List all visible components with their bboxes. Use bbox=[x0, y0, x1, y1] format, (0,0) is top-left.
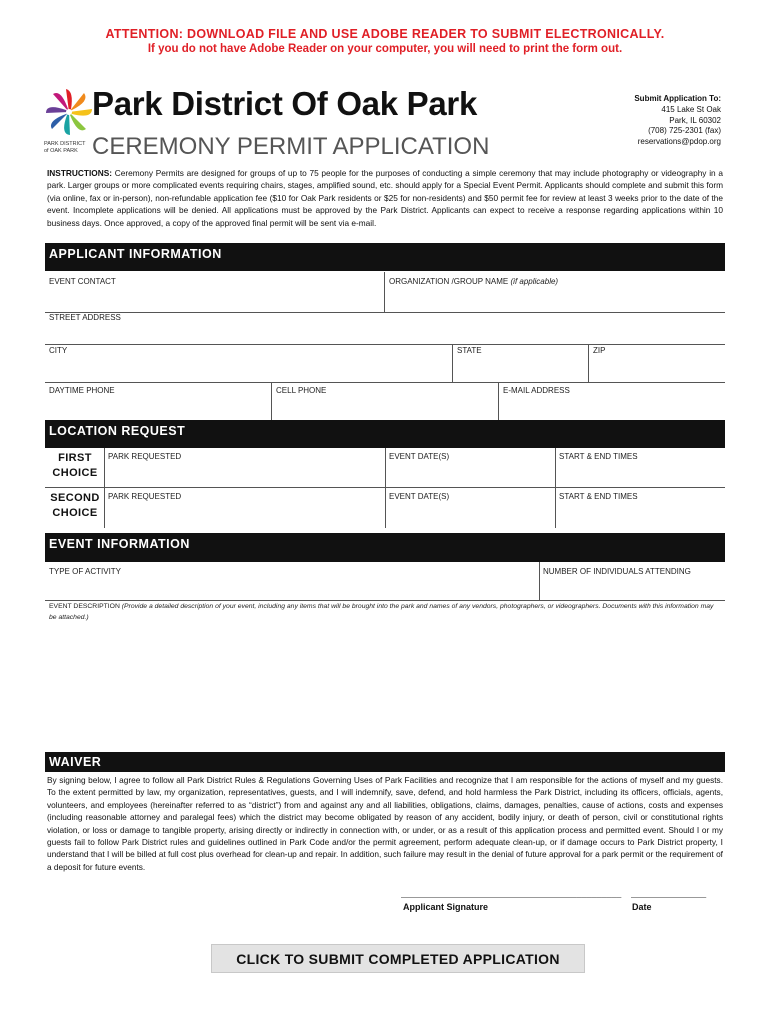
type-of-activity-label: TYPE OF ACTIVITY bbox=[49, 567, 122, 576]
attention-line-1: ATTENTION: DOWNLOAD FILE AND USE ADOBE READER TO SUBMIT ELECTRONICALLY. bbox=[105, 27, 665, 41]
park-requested-label-2: PARK REQUESTED bbox=[108, 492, 182, 501]
type-of-activity-input[interactable] bbox=[49, 579, 534, 599]
street-address-label: STREET ADDRESS bbox=[49, 313, 121, 322]
pinwheel-logo-icon bbox=[44, 87, 94, 137]
date-label: Date bbox=[632, 902, 652, 912]
submit-address-1: 415 Lake St Oak bbox=[661, 104, 721, 114]
submit-application-button[interactable]: CLICK TO SUBMIT COMPLETED APPLICATION bbox=[211, 944, 585, 973]
event-contact-input[interactable] bbox=[49, 289, 379, 309]
park-requested-label-1: PARK REQUESTED bbox=[108, 452, 182, 461]
logo-caption: PARK DISTRICT of OAK PARK bbox=[44, 141, 86, 154]
start-end-times-label-2: START & END TIMES bbox=[559, 492, 638, 501]
page-title: Park District Of Oak Park bbox=[92, 85, 478, 122]
waiver-section-header: WAIVER bbox=[45, 752, 725, 772]
attention-line-2: If you do not have Adobe Reader on your computer, you will need to print the form out. bbox=[147, 43, 623, 55]
submit-heading: Submit Application To: bbox=[634, 94, 721, 103]
event-dates-input-2[interactable] bbox=[389, 504, 551, 524]
second-choice-label: SECOND CHOICE bbox=[50, 492, 100, 519]
first-choice-label: FIRST CHOICE bbox=[52, 452, 98, 479]
daytime-phone-label: DAYTIME PHONE bbox=[49, 386, 115, 395]
street-address-input[interactable] bbox=[49, 324, 719, 342]
organization-label: ORGANIZATION /GROUP NAME (if applicable) bbox=[389, 277, 559, 286]
number-attending-input[interactable] bbox=[543, 579, 721, 599]
event-dates-label-2: EVENT DATE(S) bbox=[389, 492, 450, 501]
submit-fax: (708) 725-2301 (fax) bbox=[648, 126, 721, 136]
number-attending-label: NUMBER OF INDIVIDUALS ATTENDING bbox=[543, 567, 691, 576]
location-section-header: LOCATION REQUEST bbox=[45, 420, 725, 448]
submit-address-2: Park, IL 60302 bbox=[669, 115, 721, 125]
city-input[interactable] bbox=[49, 358, 444, 378]
zip-input[interactable] bbox=[593, 358, 721, 378]
zip-label: ZIP bbox=[593, 346, 606, 355]
form-subtitle: CEREMONY PERMIT APPLICATION bbox=[92, 133, 490, 160]
organization-input[interactable] bbox=[389, 289, 719, 309]
date-input[interactable] bbox=[631, 885, 713, 899]
park-requested-input-1[interactable] bbox=[108, 464, 383, 484]
park-district-logo bbox=[44, 87, 94, 137]
applicant-section-header: APPLICANT INFORMATION bbox=[45, 243, 725, 271]
event-dates-label-1: EVENT DATE(S) bbox=[389, 452, 450, 461]
state-label: STATE bbox=[457, 346, 482, 355]
email-input[interactable] bbox=[503, 398, 721, 418]
event-description-label: EVENT DESCRIPTION (Provide a detailed description of your event, including any items that will be brought into the park and names of any vendors, photographers, or videographers. Documents with this information may be attached.) bbox=[49, 603, 714, 621]
park-requested-input-2[interactable] bbox=[108, 504, 383, 524]
city-label: CITY bbox=[49, 346, 68, 355]
email-label: E-MAIL ADDRESS bbox=[503, 386, 570, 395]
state-input[interactable] bbox=[457, 358, 582, 378]
cell-phone-label: CELL PHONE bbox=[276, 386, 327, 395]
submit-address-block bbox=[560, 94, 721, 148]
applicant-signature-input[interactable] bbox=[401, 885, 622, 899]
event-description-textarea[interactable] bbox=[49, 626, 721, 744]
signature-line: ____________________________________________ bbox=[401, 888, 622, 898]
start-end-times-input-2[interactable] bbox=[559, 504, 721, 524]
submit-email[interactable]: reservations@pdop.org bbox=[637, 137, 721, 147]
start-end-times-input-1[interactable] bbox=[559, 464, 721, 484]
instructions-paragraph: INSTRUCTIONS: Ceremony Permits are designed for groups of up to 75 people for the purposes of conducting a simple ceremony that may include photography or videography in a park. Larger groups or more complicated events requiring chairs, stages, amplified sound, etc. should apply for a Special Event Permit. Applicants should complete and submit this form (via online, fax or in-person), non-refundable application fee ($10 for Oak Park residents or $25 for non-residents) and $50 permit fee for review at least 3 weeks prior to the date of the event. Incomplete applications will be denied. All applications must be approved by the Park District. Applicants can expect to receive a response regarding applications within 10 business days. Once approved, a copy of the approved final permit will be sent via e-mail. bbox=[47, 168, 723, 228]
waiver-paragraph: By signing below, I agree to follow all Park District Rules & Regulations Governing Uses of Park Facilities and recognize that I am responsible for the actions of myself and my guests. To the extent permitted by law, my organization, representatives, guests, and I will indemnify, save, defend, and hold harmless the Park District, including its officers, officials, agents, volunteers, and employees (hereinafter referred to as “district”) from and against any and all liabilities, obligations, claims, damages, penalties, cause of actions, costs and expenses (including reasonable attorney and paralegal fees) which the district may become obligated by reason of any accident, bodily injury, or death of person, civil or constitutional rights violation, or loss or damage to tangible property, arising directly or indirectly in connection with, or under, or as a result of this application process and permitted event. Should I or my guests fail to follow Park District rules and guidelines outlined in Park Code and/or the permit agreement, perform adequate clean-up, or if damage occurs to Park District property, I understand that I will be billed at full cost plus overhead for clean-up and repair. In addition, such failure may result in the denial of future approval for a park permit or the requirement of a deposit for future events. bbox=[47, 775, 723, 872]
applicant-signature-label: Applicant Signature bbox=[403, 902, 489, 912]
start-end-times-label-1: START & END TIMES bbox=[559, 452, 638, 461]
event-section-header: EVENT INFORMATION bbox=[45, 533, 725, 562]
event-contact-label: EVENT CONTACT bbox=[49, 277, 116, 286]
daytime-phone-input[interactable] bbox=[49, 398, 264, 418]
date-line: _______________ bbox=[631, 888, 707, 898]
event-dates-input-1[interactable] bbox=[389, 464, 551, 484]
cell-phone-input[interactable] bbox=[276, 398, 491, 418]
